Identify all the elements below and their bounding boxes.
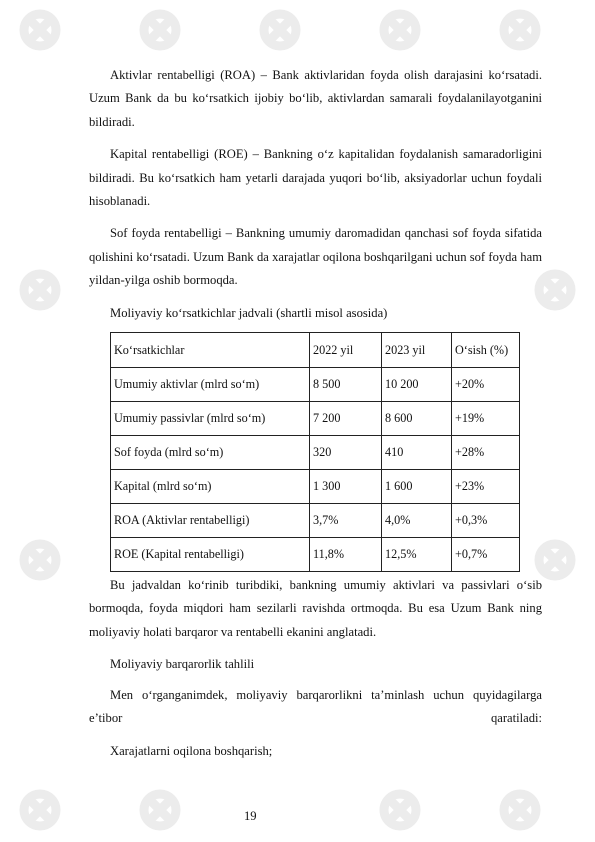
table-row xyxy=(111,504,520,538)
table-cell: 8 600 xyxy=(382,402,452,436)
paragraph-analysis: Bu jadvaldan ko‘rinib turibdiki, bankning umumiy aktivlari va passivlari o‘sib bormoqda, foyda miqdori ham sezilarli ravishda ortmoqda. Bu esa Uzum Bank ning moliyaviy holati barqaror va rentabelli ekanini anglatadi. xyxy=(89,578,542,639)
table-cell: Kapital (mlrd so‘m) xyxy=(111,470,310,504)
table-cell: +0,7% xyxy=(452,538,520,572)
table-cell: 1 300 xyxy=(310,470,382,504)
table-row xyxy=(111,538,520,572)
table-cell: ROA (Aktivlar rentabelligi) xyxy=(111,504,310,538)
table-cell: Umumiy passivlar (mlrd so‘m) xyxy=(111,402,310,436)
table-cell: Umumiy aktivlar (mlrd so‘m) xyxy=(111,368,310,402)
table-header-cell: 2022 yil xyxy=(310,333,382,368)
table-cell: Sof foyda (mlrd so‘m) xyxy=(111,436,310,470)
table-cell: 3,7% xyxy=(310,504,382,538)
table-cell: +28% xyxy=(452,436,520,470)
table-row xyxy=(111,436,520,470)
table-caption: Moliyaviy ko‘rsatkichlar jadvali (shartli misol asosida) xyxy=(110,305,388,320)
paragraph-roa: Aktivlar rentabelligi (ROA) – Bank aktivlaridan foyda olish darajasini ko‘rsatadi. Uzum Bank da bu ko‘rsatkich ijobiy bo‘lib, aktivlardan samarali foydalanilayotganini bildiradi. xyxy=(89,68,542,129)
document-page xyxy=(89,64,542,770)
table-cell: 410 xyxy=(382,436,452,470)
table-header-cell: Ko‘rsatkichlar xyxy=(111,333,310,368)
page-number: 19 xyxy=(244,809,257,823)
table-cell: 4,0% xyxy=(382,504,452,538)
table-cell: 7 200 xyxy=(310,402,382,436)
table-header-row xyxy=(111,333,520,368)
paragraph-net-profit: Sof foyda rentabelligi – Bankning umumiy daromadidan qanchasi sof foyda sifatida qolishini ko‘rsatadi. Uzum Bank da xarajatlar oqilona boshqarilgani uchun sof foyda ham yildan-yilga oshib bormoqda. xyxy=(89,226,542,288)
table-row xyxy=(111,368,520,402)
section-heading-stability: Moliyaviy barqarorlik tahlili xyxy=(110,657,255,672)
table-cell: +20% xyxy=(452,368,520,402)
table-cell: +0,3% xyxy=(452,504,520,538)
table-cell: 1 600 xyxy=(382,470,452,504)
table-cell: +23% xyxy=(452,470,520,504)
table-cell: +19% xyxy=(452,402,520,436)
table-cell: ROE (Kapital rentabelligi) xyxy=(111,538,310,572)
financial-indicators-table xyxy=(110,332,520,572)
paragraph-roe: Kapital rentabelligi (ROE) – Bankning o‘z kapitalidan foydalanish samaradorligini bildiradi. Bu ko‘rsatkich ham yetarli darajada yuqori bo‘lib, aksiyadorlar uchun foydali hisoblanadi. xyxy=(89,147,542,209)
table-row xyxy=(111,402,520,436)
table-header-cell: O‘sish (%) xyxy=(452,333,520,368)
table-cell: 12,5% xyxy=(382,538,452,572)
paragraph-stability-intro: Men o‘rganganimdek, moliyaviy barqarorlikni ta’minlash uchun quyidagilarga e’tibor qaratiladi: xyxy=(89,687,542,726)
table-cell: 8 500 xyxy=(310,368,382,402)
table-cell: 11,8% xyxy=(310,538,382,572)
list-item: Xarajatlarni oqilona boshqarish; xyxy=(110,743,273,758)
table-header-cell: 2023 yil xyxy=(382,333,452,368)
table-cell: 320 xyxy=(310,436,382,470)
table-row xyxy=(111,470,520,504)
table-cell: 10 200 xyxy=(382,368,452,402)
